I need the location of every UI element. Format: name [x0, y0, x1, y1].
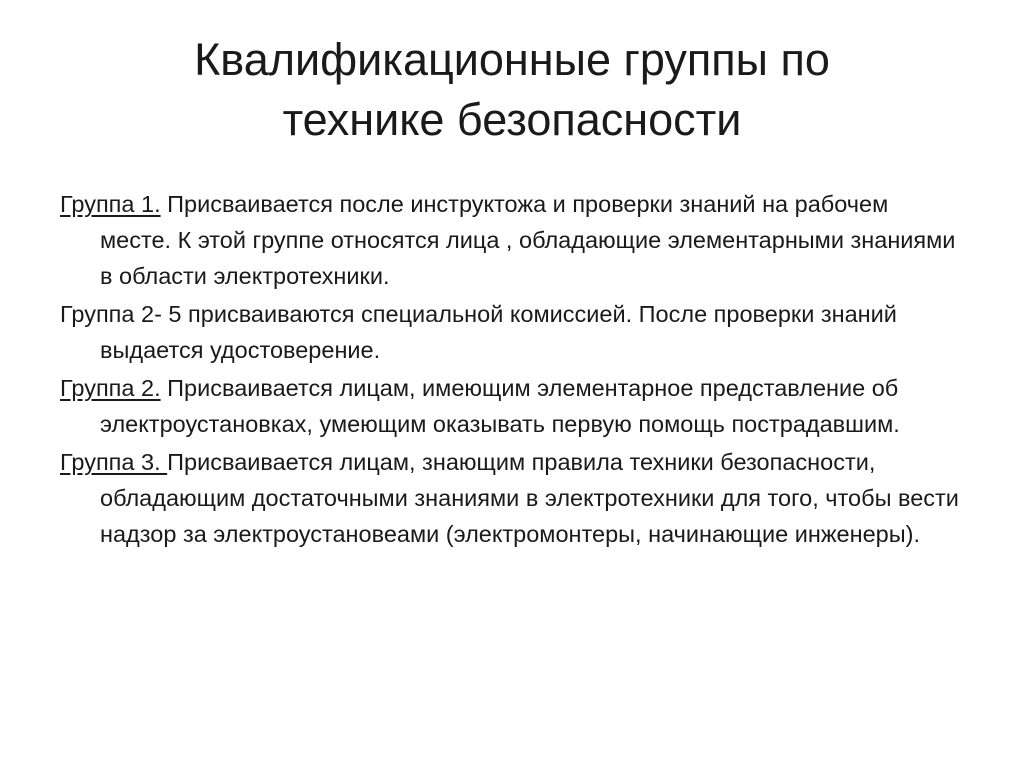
slide-title-line-2: технике безопасности — [282, 94, 742, 145]
group-1-text: Присваивается после инструктожа и проверки знаний на рабочем месте. К этой группе относятся лица , обладающие элементарными знаниями в области электротехники. — [100, 191, 956, 289]
group-3-label: Группа 3. — [60, 449, 168, 475]
paragraph-group-3 — [60, 444, 960, 552]
group-3-text: Присваивается лицам, знающим правила техники безопасности, обладающим достаточными знаниями в электротехники для того, чтобы вести надзор за электроустановеами (электромонтеры, начинающие инженеры). — [100, 449, 959, 547]
group-2-label: Группа 2. — [60, 375, 161, 401]
paragraph-group-1 — [60, 186, 960, 294]
slide-title-line-1: Квалификационные группы по — [194, 34, 830, 85]
slide-body — [60, 186, 960, 554]
slide-title — [80, 30, 944, 150]
paragraph-groups-2-5 — [60, 296, 960, 368]
group-2-text: Присваивается лицам, имеющим элементарное представление об электроустановках, умеющим оказывать первую помощь пострадавшим. — [100, 375, 900, 437]
paragraph-group-2 — [60, 370, 960, 442]
groups-2-5-text: Группа 2- 5 присваиваются специальной комиссией. После проверки знаний выдается удостоверение. — [60, 301, 897, 363]
group-1-label: Группа 1. — [60, 191, 161, 217]
